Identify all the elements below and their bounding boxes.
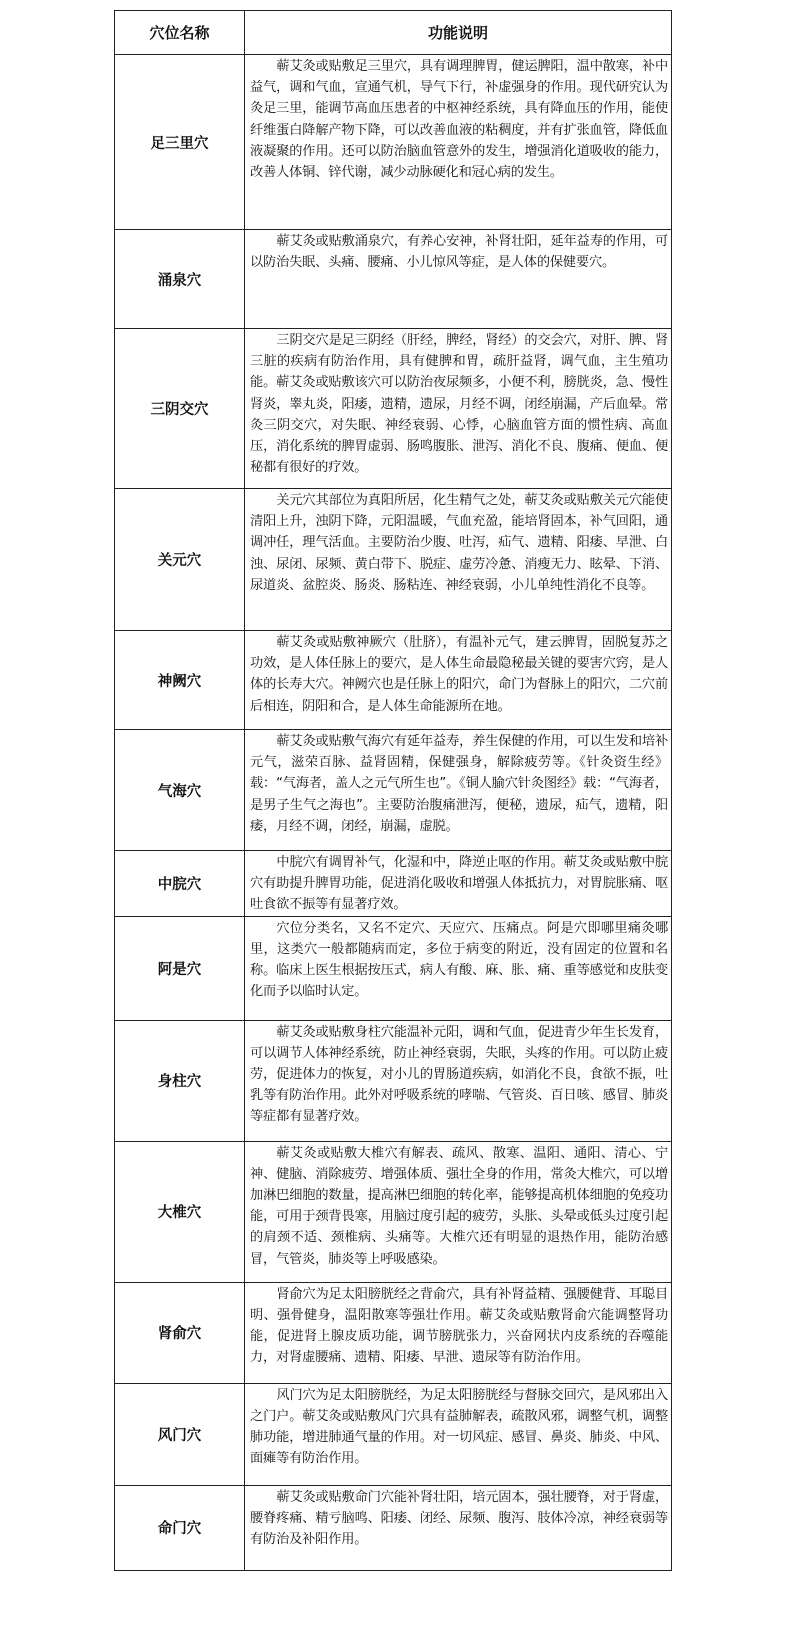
acupoint-name: 关元穴 [115, 489, 245, 631]
acupoint-name: 风门穴 [115, 1383, 245, 1485]
acupoint-description: 蕲艾灸或贴敷命门穴能补肾壮阳，培元固本，强壮腰脊，对于肾虚，腰脊疼痛、精亏脑鸣、阳痿、闭经、尿频、腹泻、肢体冷凉，神经衰弱等有防治及补阳作用。 [245, 1485, 672, 1570]
table-row [115, 851, 672, 917]
acupoint-name: 涌泉穴 [115, 230, 245, 329]
acupoint-name: 大椎穴 [115, 1141, 245, 1282]
acupoint-name: 三阴交穴 [115, 329, 245, 489]
header-desc: 功能说明 [245, 11, 672, 55]
acupoint-description: 蕲艾灸或贴敷大椎穴有解表、疏风、散寒、温阳、通阳、清心、宁神、健脑、消除疲劳、增强体质、强壮全身的作用，常灸大椎穴，可以增加淋巴细胞的数量，提高淋巴细胞的转化率，能够提高机体细胞的免疫功能，可用于颈背畏寒，用脑过度引起的疲劳，头胀、头晕或低头过度引起的肩颈不适、颈椎病、头痛等。大椎穴还有明显的退热作用，能防治感冒，气管炎，肺炎等上呼吸感染。 [245, 1141, 672, 1282]
header-row [115, 11, 672, 55]
acupoint-description: 肾俞穴为足太阳膀胱经之背俞穴，具有补肾益精、强腰健背、耳聪目明、强骨健身，温阳散寒等强壮作用。蕲艾灸或贴敷肾俞穴能调整肾功能，促进肾上腺皮质功能，调节膀胱张力，兴奋网状内皮系统的吞噬能力，对肾虚腰痛、遗精、阳痿、早泄、遗尿等有防治作用。 [245, 1282, 672, 1383]
header-name: 穴位名称 [115, 11, 245, 55]
acupoint-name: 阿是穴 [115, 916, 245, 1020]
table-row [115, 916, 672, 1020]
table-row [115, 230, 672, 329]
acupoint-name: 足三里穴 [115, 55, 245, 230]
acupoint-description: 蕲艾灸或贴敷神厥穴（肚脐），有温补元气，建云脾胃，固脱复苏之功效，是人体任脉上的要穴，是人体生命最隐秘最关键的要害穴窍，是人体的长寿大穴。神阙穴也是任脉上的阳穴，命门为督脉上的阳穴，二穴前后相连，阴阳和合，是人体生命能源所在地。 [245, 631, 672, 730]
table-row [115, 489, 672, 631]
acupoint-description: 三阴交穴是足三阴经（肝经，脾经，肾经）的交会穴，对肝、脾、肾三脏的疾病有防治作用，具有健脾和胃，疏肝益肾，调气血，主生殖功能。蕲艾灸或贴敷该穴可以防治夜尿频多，小便不利，膀胱炎，急、慢性肾炎，睾丸炎，阳痿，遗精，遗尿，月经不调，闭经崩漏，产后血晕。常灸三阴交穴，对失眠、神经衰弱、心悸，心脑血管方面的惯性病、高血压，消化系统的脾胃虚弱、肠鸣腹胀、泄泻、消化不良、腹痛、便血、便秘都有很好的疗效。 [245, 329, 672, 489]
acupoint-description: 穴位分类名，又名不定穴、天应穴、压痛点。阿是穴即哪里痛灸哪里，这类穴一般都随病而定，多位于病变的附近，没有固定的位置和名称。临床上医生根据按压式，病人有酸、麻、胀、痛、重等感觉和皮肤变化而予以临时认定。 [245, 916, 672, 1020]
acupoint-description: 蕲艾灸或贴敷气海穴有延年益寿，养生保健的作用，可以生发和培补元气，滋荣百脉、益肾固精，保健强身，解除疲劳等。《针灸资生经》载：“气海者，盖人之元气所生也”。《铜人腧穴针灸图经》载：“气海者，是男子生气之海也”。主要防治腹痛泄泻，便秘，遗尿，疝气，遗精，阳痿，月经不调，闭经，崩漏，虚脱。 [245, 730, 672, 851]
acupoint-description: 关元穴其部位为真阳所居，化生精气之处，蕲艾灸或贴敷关元穴能使清阳上升，浊阴下降，元阳温暖，气血充盈，能培肾固本，补气回阳，通调冲任，理气活血。主要防治少腹、吐泻，疝气、遗精、阳痿、早泄、白浊、尿闭、尿频、黄白带下、脱症、虚劳冷惫、消瘦无力、眩晕、下消、尿道炎、盆腔炎、肠炎、肠粘连、神经衰弱，小儿单纯性消化不良等。 [245, 489, 672, 631]
acupoint-name: 中脘穴 [115, 851, 245, 917]
acupoint-table [114, 10, 672, 1571]
acupoint-description: 蕲艾灸或贴敷足三里穴，具有调理脾胃，健运脾阳，温中散寒，补中益气，调和气血，宣通气机，导气下行，补虚强身的作用。现代研究认为灸足三里，能调节高血压患者的中枢神经系统，具有降血压的作用，能使纤维蛋白降解产物下降，可以改善血液的粘稠度，并有扩张血管，降低血液凝聚的作用。还可以防治脑血管意外的发生，增强消化道吸收的能力，改善人体铜、锌代谢，减少动脉硬化和冠心病的发生。 [245, 55, 672, 230]
table-row [115, 730, 672, 851]
acupoint-name: 气海穴 [115, 730, 245, 851]
table-row [115, 1141, 672, 1282]
table-row [115, 1282, 672, 1383]
table-row [115, 329, 672, 489]
table-row [115, 55, 672, 230]
acupoint-name: 身柱穴 [115, 1020, 245, 1141]
acupoint-name: 肾俞穴 [115, 1282, 245, 1383]
table-row [115, 631, 672, 730]
acupoint-name: 神阙穴 [115, 631, 245, 730]
table-row [115, 1020, 672, 1141]
table-row [115, 1485, 672, 1570]
acupoint-description: 风门穴为足太阳膀胱经，为足太阳膀胱经与督脉交回穴，是风邪出入之门户。蕲艾灸或贴敷风门穴具有益肺解表，疏散风邪，调整气机，调整肺功能，增进肺通气量的作用。对一切风症、感冒、鼻炎、肺炎、中风、面瘫等有防治作用。 [245, 1383, 672, 1485]
acupoint-description: 蕲艾灸或贴敷身柱穴能温补元阳，调和气血，促进青少年生长发育，可以调节人体神经系统，防止神经衰弱，失眠，头疼的作用。可以防止疲劳，促进体力的恢复，对小儿的胃肠道疾病，如消化不良，食欲不振，吐乳等有防治作用。此外对呼吸系统的哮喘、气管炎、百日咳、感冒、肺炎等症都有显著疗效。 [245, 1020, 672, 1141]
acupoint-name: 命门穴 [115, 1485, 245, 1570]
table-row [115, 1383, 672, 1485]
acupoint-description: 蕲艾灸或贴敷涌泉穴，有养心安神，补肾壮阳，延年益寿的作用，可以防治失眠、头痛、腰痛、小儿惊风等症，是人体的保健要穴。 [245, 230, 672, 329]
acupoint-description: 中脘穴有调胃补气，化湿和中，降逆止呕的作用。蕲艾灸或贴敷中脘穴有助提升脾胃功能，促进消化吸收和增强人体抵抗力，对胃脘胀痛、呕吐食欲不振等有显著疗效。 [245, 851, 672, 917]
